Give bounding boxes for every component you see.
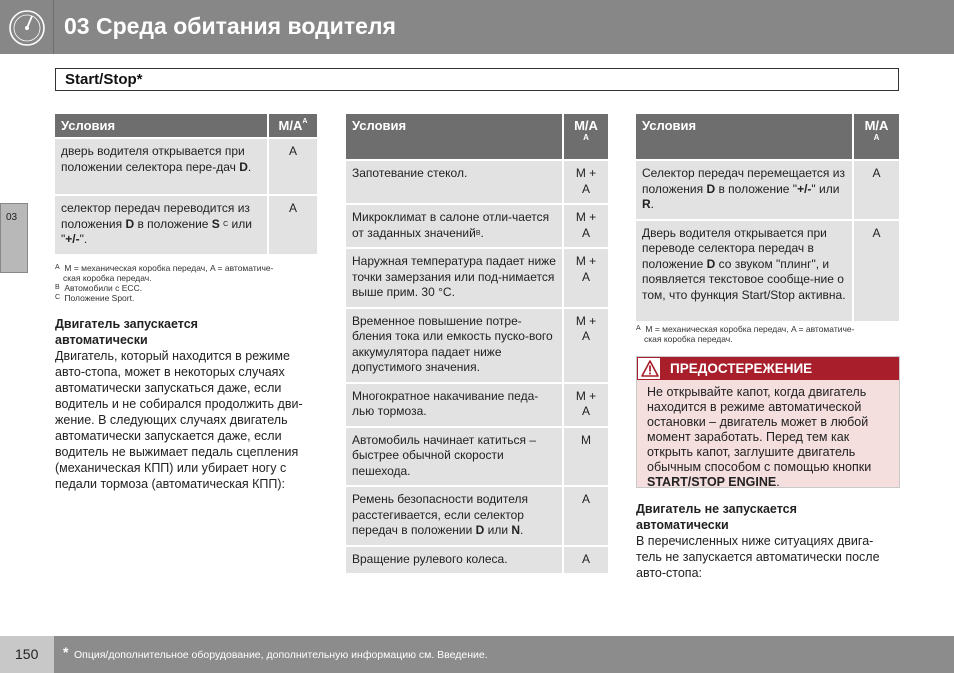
column-header-ma: M/A A [852,114,899,159]
chapter-tab[interactable] [0,203,28,273]
paragraph-no-auto-start: В перечисленных ниже ситуациях двига-тель не запускается автоматически после авто-стопа: [636,534,880,580]
table-row [346,428,608,486]
section-bar [55,68,899,91]
condition-cell: Ремень безопасности водителя расстегивается, если селектор передач в положении D или N. [346,487,562,545]
table-row [346,384,608,426]
condition-cell: Наружная температура падает ниже точки замерзания или под-нимается выше прим. 30 °C. [346,249,562,307]
ma-cell: M + A [562,249,608,307]
condition-cell: Запотевание стекол. [346,161,562,203]
condition-cell: Дверь водителя открывается при переводе селектора передач в положение D со звуком "плинг", и появляется текстовое сообще-ние о том, что функция Start/Stop активна. [636,221,852,321]
page-number: 150 [15,646,39,662]
page-footer [0,636,954,673]
ma-cell: A [562,547,608,574]
ma-cell: A [562,487,608,545]
ma-cell: A [852,221,899,321]
table-header-row [55,114,317,137]
ma-cell: M + A [562,384,608,426]
conditions-table-3 [636,112,899,323]
ma-cell: A [267,196,317,254]
table-row [55,196,317,254]
paragraph-auto-start: Двигатель, который находится в режиме авто-стопа, может в некоторых случаях автоматически запускаться даже, если водитель и не собирался продолжить дви-жение. В следующих случаях двигатель автоматически запускается даже, если водитель не выжимает педаль сцепления (механическая КПП) или убирает ногу с педали тормоза (автоматическая КПП): [55,349,303,491]
column-header-ma: M/A A [562,114,608,159]
table-row [346,487,608,545]
table-row [346,249,608,307]
conditions-table-2 [346,112,608,575]
warning-triangle-icon [641,360,659,377]
condition-cell: Автомобиль начинает катиться – быстрее обычной скорости пешехода. [346,428,562,486]
warning-box [636,356,900,488]
column-header-conditions: Условия [346,114,562,159]
table-row [346,205,608,247]
chapter-tab-label: 03 [6,212,18,223]
footnotes-3: A M = механическая коробка передач, A = автоматиче- ская коробка передач. [636,324,855,344]
footer-note: Опция/дополнительное оборудование, дополнительную информацию см. Введение. [74,649,488,661]
ma-cell: M + A [562,205,608,247]
warning-header [637,357,899,380]
ma-cell: M [562,428,608,486]
table-row [346,547,608,574]
condition-cell: Вращение рулевого колеса. [346,547,562,574]
table-row [346,161,608,203]
ma-cell: M + A [562,309,608,382]
table-header-row [346,114,608,159]
page-header [0,0,954,54]
column-header-conditions: Условия [55,114,267,137]
warning-title: ПРЕДОСТЕРЕЖЕНИЕ [670,361,813,376]
speedometer-icon [5,6,49,48]
condition-cell: селектор передач переводится из положения D в положение S $^C$ или "+/-". [55,196,267,254]
ma-cell: A [267,139,317,194]
section-heading-no-auto-start: Двигатель не запускается автоматически [636,502,797,532]
condition-cell: Временное повышение потре-бления тока или емкость пуско-вого аккумулятора падает ниже допустимого значения. [346,309,562,382]
warning-text: Не открывайте капот, когда двигатель находится в режиме автоматической остановки – двигатель может в любой момент заработать. Перед тем как открыть капот, заглушите двигатель обычным способом с помощью кнопки START/STOP ENGINE. [647,385,872,489]
column-header-ma: $M/A^A$ [267,114,317,137]
table-header-row [636,114,899,159]
ma-cell: A [852,161,899,219]
table-row [55,139,317,194]
condition-cell: дверь водителя открывается при положении селектора пере-дач D. [55,139,267,194]
condition-cell: Микроклимат в салоне отли-чается от заданных значений$^B$. [346,205,562,247]
conditions-table-1 [55,112,317,256]
table-row [346,309,608,382]
ma-cell: M + A [562,161,608,203]
section-title: Start/Stop* [65,71,143,88]
condition-cell: Селектор передач перемещается из положения D в положение "+/-" или R. [636,161,852,219]
page-title: 03 Среда обитания водителя [64,13,396,39]
table-row [636,161,899,219]
footnotes-1: A M = механическая коробка передач, A = автоматиче- ская коробка передач. B Автомобили с ECC. C Положение Sport. [55,263,274,303]
header-icon-box [0,0,54,54]
column-header-conditions: Условия [636,114,852,159]
page-number-box [0,636,54,673]
section-heading-auto-start: Двигатель запускается автоматически [55,317,198,347]
warning-icon-box [637,357,661,380]
footnote-star: * [63,644,69,660]
table-row [636,221,899,321]
condition-cell: Многократное накачивание педа-лью тормоза. [346,384,562,426]
